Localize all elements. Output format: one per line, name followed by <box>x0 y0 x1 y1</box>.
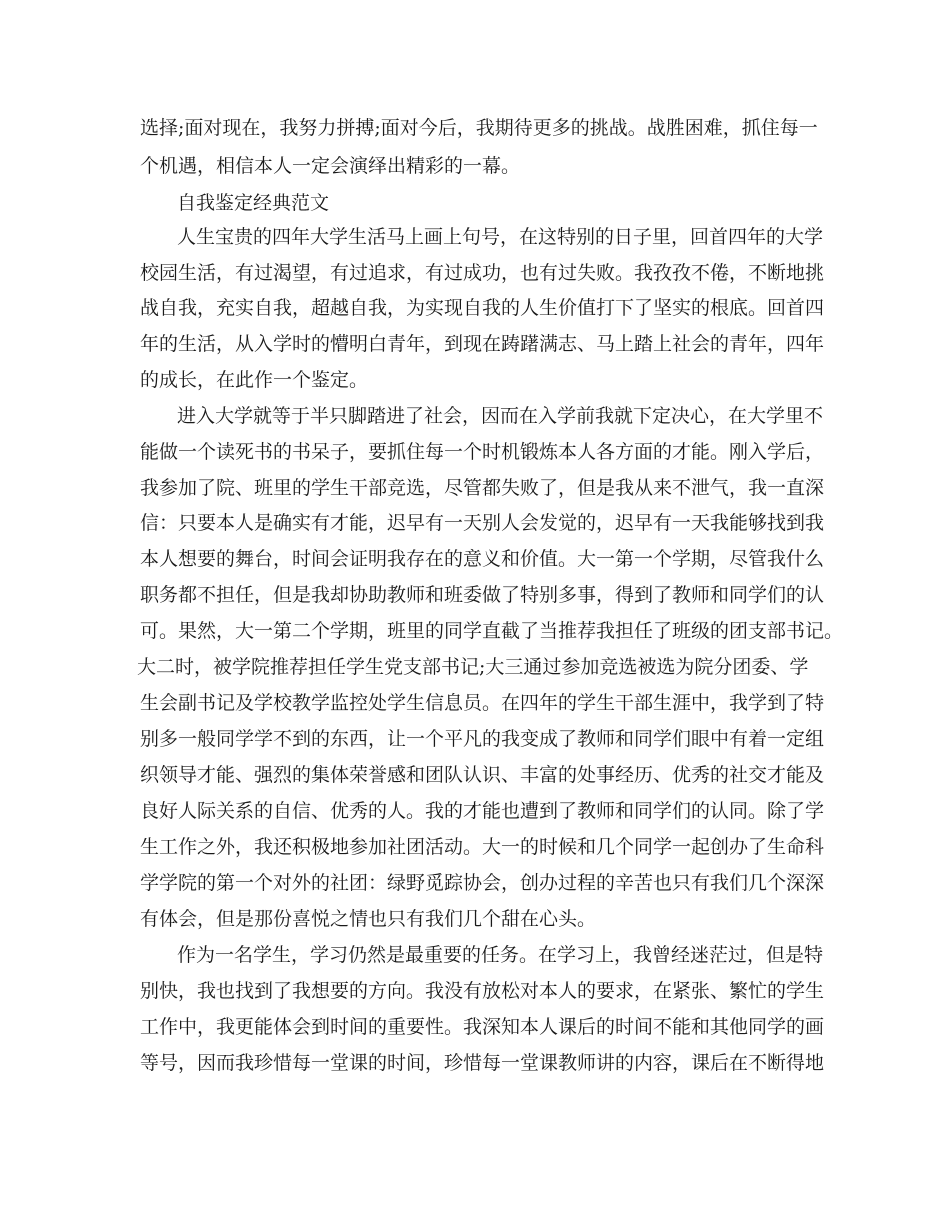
text-line: 年的生活，从入学时的懵明白青年，到现在踌躇满志、马上踏上社会的青年，四年 <box>140 333 825 355</box>
text-line: 个机遇，相信本人一定会演绎出精彩的一幕。 <box>140 155 521 177</box>
text-line: 良好人际关系的自信、优秀的人。我的才能也遭到了教师和同学们的认同。除了学 <box>140 800 825 822</box>
text-line: 的成长，在此作一个鉴定。 <box>140 369 369 391</box>
text-line: 大二时，被学院推荐担任学生党支部书记;大三通过参加竞选被选为院分团委、学 <box>137 656 809 678</box>
text-line: 生工作之外，我还积极地参加社团活动。大一的时候和几个同学一起创办了生命科 <box>140 836 825 858</box>
text-line: 可。果然，大一第二个学期，班里的同学直截了当推荐我担任了班级的团支部书记。 <box>140 620 844 642</box>
text-line: 织领导才能、强烈的集体荣誉感和团队认识、丰富的处事经历、优秀的社交才能及 <box>140 764 825 786</box>
text-line: 别多一般同学学不到的东西，让一个平凡的我变成了教师和同学们眼中有着一定组 <box>140 728 825 750</box>
text-line: 信：只要本人是确实有才能，迟早有一天别人会发觉的，迟早有一天我能够找到我 <box>140 512 825 534</box>
text-line: 能做一个读死书的书呆子，要抓住每一个时机锻炼本人各方面的才能。刚入学后， <box>140 441 825 463</box>
text-line: 本人想要的舞台，时间会证明我存在的意义和价值。大一第一个学期，尽管我什么 <box>140 548 825 570</box>
text-line: 有体会，但是那份喜悦之情也只有我们几个甜在心头。 <box>140 908 597 930</box>
text-line: 工作中，我更能体会到时间的重要性。我深知本人课后的时间不能和其他同学的画 <box>140 1016 825 1038</box>
paragraph-first-line: 人生宝贵的四年大学生活马上画上句号，在这特别的日子里，回首四年的大学 <box>177 226 824 248</box>
text-line: 我参加了院、班里的学生干部竞选，尽管都失败了，但是我从来不泄气，我一直深 <box>140 477 825 499</box>
text-line: 校园生活，有过渴望，有过追求，有过成功，也有过失败。我孜孜不倦，不断地挑 <box>140 262 825 284</box>
text-line: 生会副书记及学校教学监控处学生信息员。在四年的学生干部生涯中，我学到了特 <box>140 692 825 714</box>
text-line: 战自我，充实自我，超越自我，为实现自我的人生价值打下了坚实的根底。回首四 <box>140 297 825 319</box>
text-line: 等号，因而我珍惜每一堂课的时间，珍惜每一堂课教师讲的内容，课后在不断得地 <box>140 1052 825 1074</box>
text-line: 学学院的第一个对外的社团：绿野觅踪协会，创办过程的辛苦也只有我们几个深深 <box>140 872 825 894</box>
paragraph-first-line: 进入大学就等于半只脚踏进了社会，因而在入学前我就下定决心，在大学里不 <box>177 405 824 427</box>
text-line: 别快，我也找到了我想要的方向。我没有放松对本人的要求，在紧张、繁忙的学生 <box>140 980 825 1002</box>
text-line: 职务都不担任，但是我却协助教师和班委做了特别多事，得到了教师和同学们的认 <box>140 584 825 606</box>
section-heading: 自我鉴定经典范文 <box>177 192 330 214</box>
text-line: 选择;面对现在，我努力拼搏;面对今后，我期待更多的挑战。战胜困难，抓住每一 <box>140 117 818 139</box>
paragraph-first-line: 作为一名学生，学习仍然是最重要的任务。在学习上，我曾经迷茫过，但是特 <box>177 944 824 966</box>
